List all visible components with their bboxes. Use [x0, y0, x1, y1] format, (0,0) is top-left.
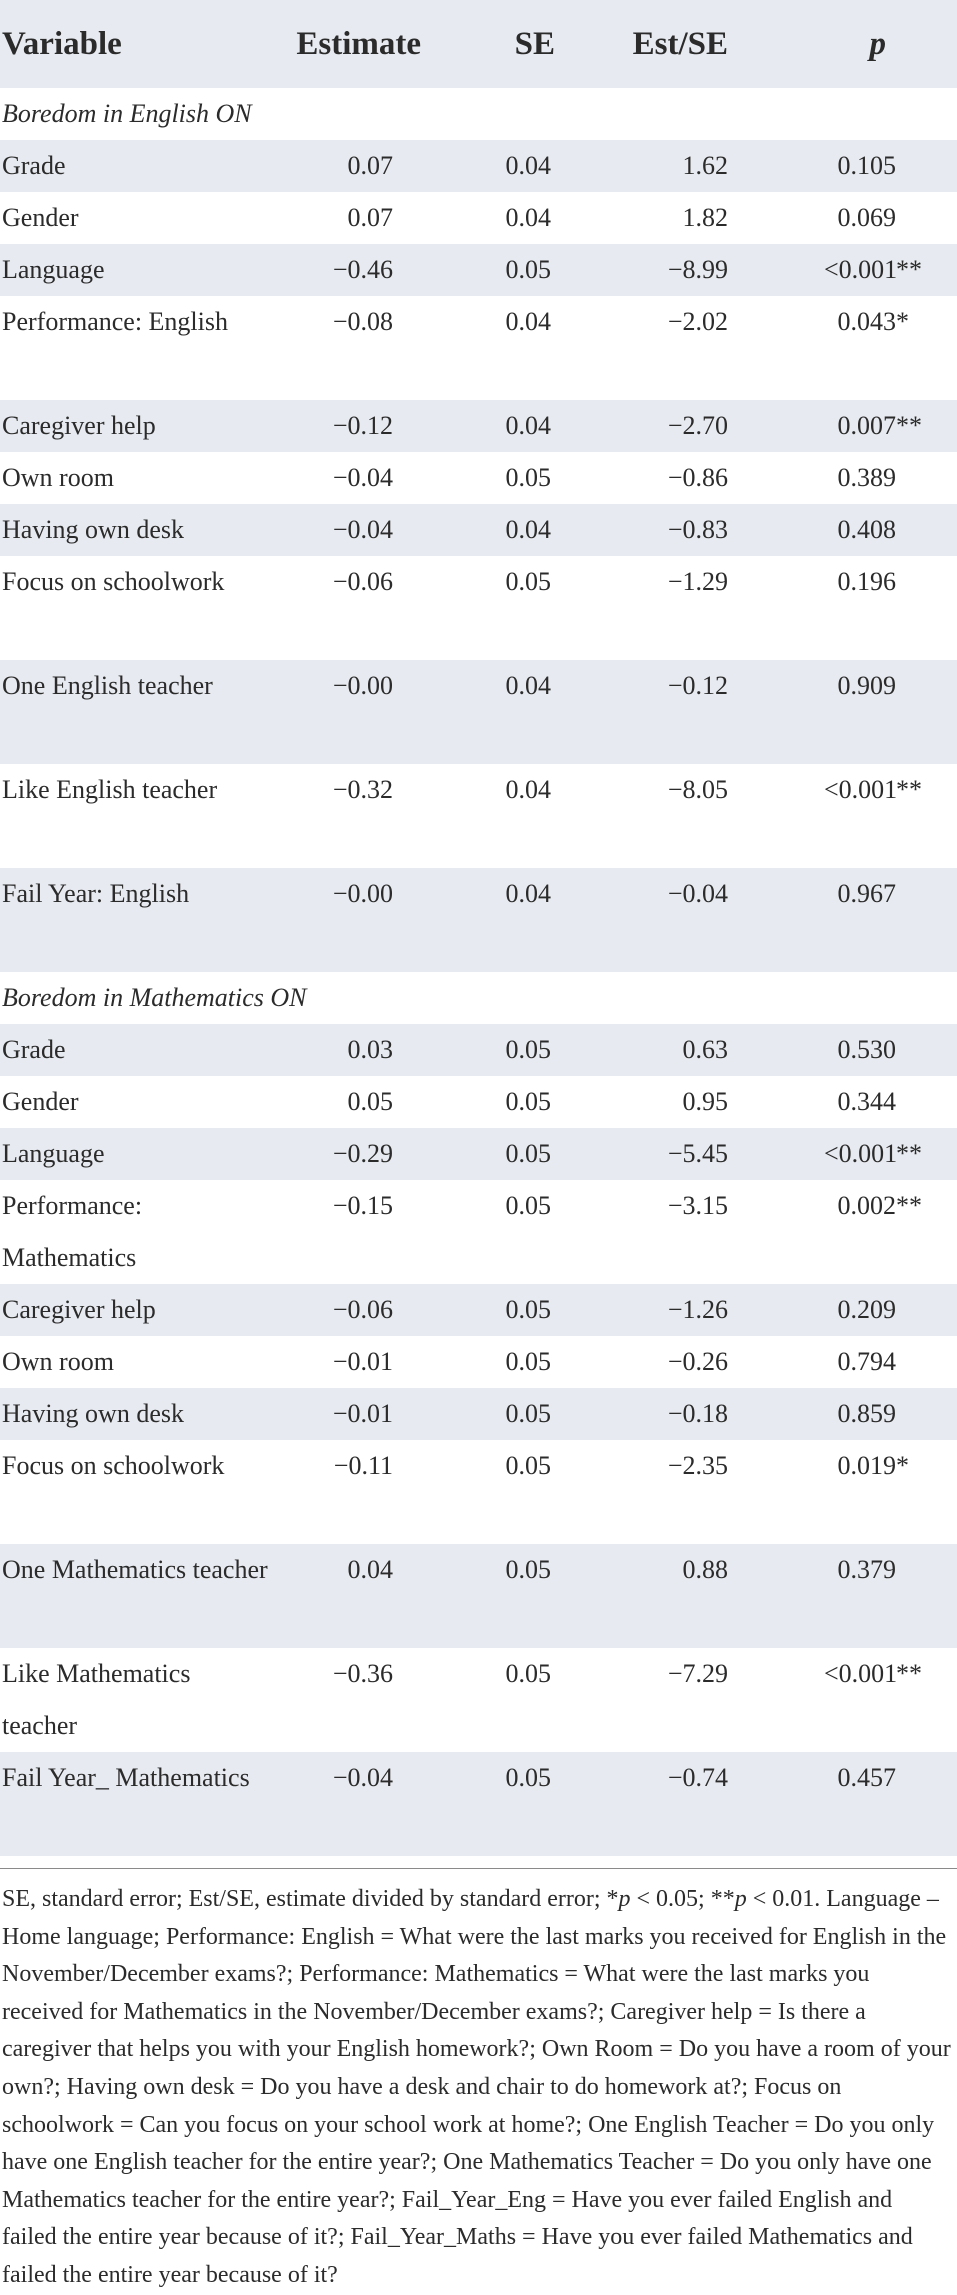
header-se: SE [514, 25, 555, 62]
cell-est-se: −0.04 [667, 879, 728, 908]
p-value: <0.001 [824, 775, 898, 804]
cell-se: 0.05 [505, 1763, 551, 1792]
footnote-p-symbol: p [734, 1886, 747, 1912]
significance-marker: ** [896, 1139, 922, 1168]
cell-estimate: −0.12 [332, 411, 393, 440]
cell-variable: Caregiver help [2, 1295, 156, 1324]
p-value: 0.344 [837, 1087, 896, 1116]
cell-p [775, 504, 957, 556]
cell-p [775, 296, 957, 400]
significance-marker: * [896, 1451, 909, 1480]
footnote-text: < 0.05; ** [630, 1886, 735, 1912]
cell-p [775, 1544, 957, 1648]
table-row [0, 1284, 957, 1336]
section-row [0, 972, 957, 1024]
cell-est-se: 0.63 [682, 1035, 728, 1064]
cell-est-se: 0.88 [682, 1555, 728, 1584]
cell-variable: Own room [2, 1347, 114, 1376]
cell-se: 0.04 [505, 307, 551, 336]
cell-estimate: −0.08 [332, 307, 393, 336]
cell-p [775, 1076, 957, 1128]
cell-p [775, 452, 957, 504]
cell-se: 0.05 [505, 1659, 551, 1688]
table-row [0, 868, 957, 972]
cell-se: 0.04 [505, 671, 551, 700]
p-value: 0.007 [837, 411, 896, 440]
cell-variable: Performance: Mathematics [2, 1191, 143, 1272]
p-value: 0.209 [837, 1295, 896, 1324]
cell-se: 0.04 [505, 203, 551, 232]
table-row [0, 1752, 957, 1856]
cell-se: 0.05 [505, 1347, 551, 1376]
cell-estimate: −0.04 [332, 463, 393, 492]
cell-estimate: −0.06 [332, 567, 393, 596]
table-footnote [0, 1869, 957, 2295]
cell-estimate: −0.01 [332, 1347, 393, 1376]
cell-p [775, 140, 957, 192]
cell-p [775, 1336, 957, 1388]
table-row [0, 1024, 957, 1076]
cell-se: 0.05 [505, 1555, 551, 1584]
p-value: 0.530 [837, 1035, 896, 1064]
p-value: <0.001 [824, 1659, 898, 1688]
cell-variable: Focus on schoolwork [2, 567, 225, 596]
cell-se: 0.04 [505, 515, 551, 544]
p-value: 0.967 [837, 879, 896, 908]
cell-estimate: 0.05 [347, 1087, 393, 1116]
cell-p [775, 1284, 957, 1336]
cell-p [775, 1752, 957, 1856]
cell-est-se: −0.86 [667, 463, 728, 492]
p-value: 0.794 [837, 1347, 896, 1376]
significance-marker: * [896, 307, 909, 336]
section-row [0, 88, 957, 140]
cell-estimate: −0.32 [332, 775, 393, 804]
cell-variable: Focus on schoolwork [2, 1451, 225, 1480]
cell-estimate: 0.07 [347, 203, 393, 232]
cell-estimate: −0.36 [332, 1659, 393, 1688]
cell-variable: Like Mathematics teacher [2, 1659, 191, 1740]
table-row [0, 296, 957, 400]
cell-variable: Language [2, 255, 105, 284]
cell-se: 0.05 [505, 1295, 551, 1324]
cell-p [775, 868, 957, 972]
table-row [0, 1440, 957, 1544]
table-row [0, 660, 957, 764]
footnote-p-symbol: p [618, 1886, 631, 1912]
cell-estimate: −0.00 [332, 879, 393, 908]
cell-p [775, 556, 957, 660]
p-value: 0.389 [837, 463, 896, 492]
cell-variable: Language [2, 1139, 105, 1168]
cell-variable: Performance: English [2, 307, 228, 336]
cell-se: 0.04 [505, 411, 551, 440]
cell-p [775, 1180, 957, 1284]
cell-se: 0.04 [505, 775, 551, 804]
p-value: 0.408 [837, 515, 896, 544]
cell-p [775, 764, 957, 868]
cell-est-se: −2.35 [667, 1451, 728, 1480]
table-row [0, 1180, 957, 1284]
cell-estimate: −0.15 [332, 1191, 393, 1220]
p-value: 0.069 [837, 203, 896, 232]
significance-marker: ** [896, 1659, 922, 1688]
cell-p [775, 1648, 957, 1752]
cell-se: 0.04 [505, 879, 551, 908]
cell-se: 0.05 [505, 463, 551, 492]
cell-se: 0.05 [505, 1451, 551, 1480]
table-row [0, 556, 957, 660]
cell-est-se: −0.18 [667, 1399, 728, 1428]
cell-se: 0.04 [505, 151, 551, 180]
cell-est-se: −1.26 [667, 1295, 728, 1324]
table-row [0, 140, 957, 192]
cell-variable: Gender [2, 1087, 79, 1116]
header-p: p [869, 25, 886, 62]
header-variable: Variable [2, 25, 122, 62]
cell-estimate: 0.07 [347, 151, 393, 180]
table-header [0, 0, 957, 88]
table-row [0, 244, 957, 296]
cell-se: 0.05 [505, 1035, 551, 1064]
p-value: 0.105 [837, 151, 896, 180]
cell-est-se: −2.70 [667, 411, 728, 440]
cell-est-se: −7.29 [667, 1659, 728, 1688]
cell-est-se: −0.12 [667, 671, 728, 700]
cell-est-se: −8.99 [667, 255, 728, 284]
cell-estimate: −0.04 [332, 515, 393, 544]
table-row [0, 1648, 957, 1752]
cell-variable: Grade [2, 1035, 66, 1064]
cell-se: 0.05 [505, 255, 551, 284]
p-value: 0.859 [837, 1399, 896, 1428]
cell-variable: One English teacher [2, 671, 213, 700]
significance-marker: ** [896, 1191, 922, 1220]
cell-variable: Fail Year_ Mathematics [2, 1763, 250, 1792]
footnote-text: SE, standard error; Est/SE, estimate divided by standard error; * [2, 1886, 619, 1912]
table-row [0, 1388, 957, 1440]
table-row [0, 1076, 957, 1128]
cell-estimate: −0.46 [332, 255, 393, 284]
table-row [0, 1128, 957, 1180]
header-est-se: Est/SE [632, 25, 728, 62]
significance-marker: ** [896, 255, 922, 284]
p-value: <0.001 [824, 1139, 898, 1168]
cell-se: 0.05 [505, 567, 551, 596]
cell-estimate: 0.04 [347, 1555, 393, 1584]
cell-p [775, 244, 957, 296]
table-row [0, 400, 957, 452]
header-row [0, 0, 957, 88]
cell-variable: Gender [2, 203, 79, 232]
cell-p [775, 1128, 957, 1180]
cell-est-se: −5.45 [667, 1139, 728, 1168]
table-body [0, 88, 957, 1856]
cell-est-se: −3.15 [667, 1191, 728, 1220]
cell-estimate: −0.04 [332, 1763, 393, 1792]
table-row [0, 192, 957, 244]
cell-est-se: −0.26 [667, 1347, 728, 1376]
cell-estimate: −0.00 [332, 671, 393, 700]
significance-marker: ** [896, 775, 922, 804]
cell-est-se: 0.95 [682, 1087, 728, 1116]
p-value: 0.196 [837, 567, 896, 596]
cell-se: 0.05 [505, 1399, 551, 1428]
cell-est-se: −0.74 [667, 1763, 728, 1792]
cell-p [775, 1388, 957, 1440]
cell-p [775, 400, 957, 452]
p-value: 0.909 [837, 671, 896, 700]
p-value: 0.043 [837, 307, 896, 336]
table-row [0, 764, 957, 868]
cell-variable: Caregiver help [2, 411, 156, 440]
cell-p [775, 192, 957, 244]
p-value: <0.001 [824, 255, 898, 284]
cell-p [775, 1440, 957, 1544]
table-row [0, 1544, 957, 1648]
cell-variable: Own room [2, 463, 114, 492]
cell-variable: Like English teacher [2, 775, 218, 804]
cell-est-se: 1.82 [682, 203, 728, 232]
cell-se: 0.05 [505, 1087, 551, 1116]
table-row [0, 504, 957, 556]
significance-marker: ** [896, 411, 922, 440]
p-value: 0.002 [837, 1191, 896, 1220]
cell-estimate: −0.29 [332, 1139, 393, 1168]
cell-estimate: −0.06 [332, 1295, 393, 1324]
p-value: 0.457 [837, 1763, 896, 1792]
cell-est-se: −1.29 [667, 567, 728, 596]
cell-variable: Having own desk [2, 515, 184, 544]
cell-est-se: 1.62 [682, 151, 728, 180]
cell-p [775, 1024, 957, 1076]
cell-estimate: −0.11 [333, 1451, 393, 1480]
cell-est-se: −8.05 [667, 775, 728, 804]
table-row [0, 452, 957, 504]
cell-variable: Grade [2, 151, 66, 180]
p-value: 0.379 [837, 1555, 896, 1584]
footnote-text: < 0.01. Language – Home language; Performance: English = What were the last marks you received for English in the November/December exams?; Performance: Mathematics = What were the last marks you received for Mathematics in the November/December exams?; Caregiver help = Is there a caregiver that helps you with your English homework?; Own Room = Do you have a room of your own?; Having own desk = Do you have a desk and chair to do homework at?; Focus on schoolwork = Can you focus on your school work at home?; One English Teacher = Do you only have one English teacher for the entire year?; One Mathematics Teacher = Do you only have one Mathematics teacher for the entire year?; Fail_Year_Eng = Have you ever failed English and failed the entire year because of it?; Fail_Year_Maths = Have you ever failed Mathematics and failed the entire year because of it? [2, 1886, 951, 2288]
cell-estimate: 0.03 [347, 1035, 393, 1064]
p-value: 0.019 [837, 1451, 896, 1480]
cell-se: 0.05 [505, 1191, 551, 1220]
cell-variable: Having own desk [2, 1399, 184, 1428]
cell-se: 0.05 [505, 1139, 551, 1168]
cell-p [775, 660, 957, 764]
cell-variable: Fail Year: English [2, 879, 190, 908]
section-title: Boredom in English ON [2, 99, 252, 128]
cell-estimate: −0.01 [332, 1399, 393, 1428]
cell-est-se: −2.02 [667, 307, 728, 336]
table-row [0, 1336, 957, 1388]
section-title: Boredom in Mathematics ON [2, 983, 307, 1012]
cell-variable: One Mathematics teacher [2, 1555, 268, 1584]
header-estimate: Estimate [296, 25, 421, 62]
cell-est-se: −0.83 [667, 515, 728, 544]
